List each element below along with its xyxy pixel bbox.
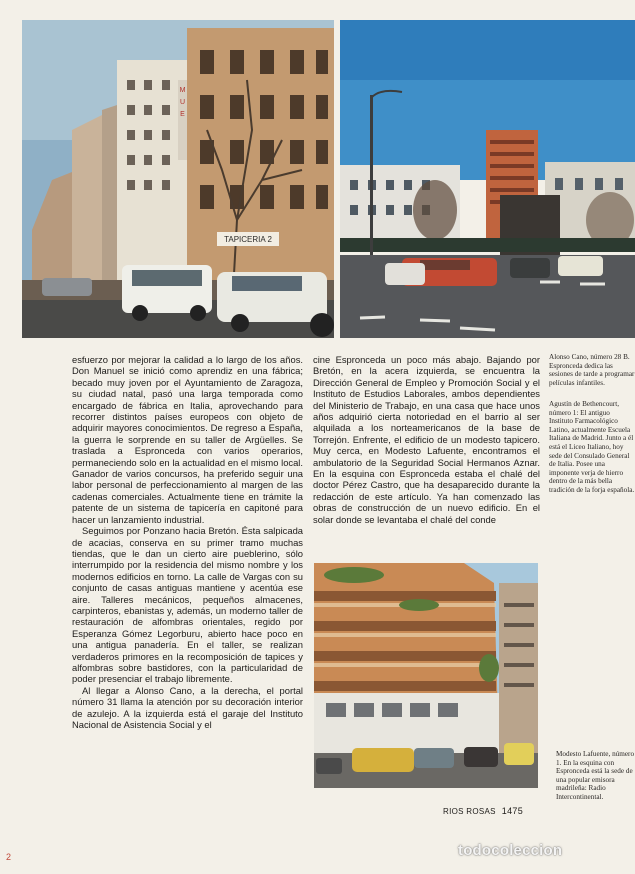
vertical-sign-u: U <box>179 99 186 106</box>
paragraph: cine Espronceda un poco más abajo. Bajando por Bretón, en la acera izquierda, se encuentra la Dirección General de Empleo y Promoción Social y el Instituto de Estudios Laborales, ambos dependientes del Ministerio de Trabajo, en una casa que hace unos años adquirió cierta notoriedad en el barrio al ser alquilada a los norteamericanos de la base de Torrejón. Enfrente, el edificio de un modesto tapicero. Muy cerca, en Modesto Lafuente, encontramos el ambulatorio de la Seguridad Social Hermanos Aznar. En la esquina con Espronceda estaba el chalé del doctor Pérez Castro, que ha desaparecido durante la redacción de este artículo. Ya han comenzado las obras de construcción de un nuevo edificio. En el solar donde se levantaba el chalé del conde <box>313 354 540 525</box>
section-title: RIOS ROSAS <box>443 807 496 816</box>
photo-caption-alonso-cano: Alonso Cano, número 28 B. Espronceda dedica las sesiones de tarde a programar películas infantiles. <box>549 353 635 387</box>
paragraph: Al llegar a Alonso Cano, a la derecha, el portal número 31 llama la atención por su decoración interior de azulejo. A la izquierda está el garaje del Instituto Nacional de Asistencia Social y el <box>72 684 303 730</box>
building-photo-modesto-lafuente <box>314 563 538 788</box>
photo-caption-modesto-lafuente: Modesto Lafuente, número 1. En la esquina con Espronceda está la sede de una popular emisora madrileña: Radio Intercontinental. <box>556 750 635 801</box>
street-photo-alonso-cano <box>22 20 334 338</box>
shop-sign-text: TAPICERIA 2 <box>224 235 272 244</box>
watermark: todocoleccion <box>458 842 563 859</box>
photo-caption-bethencourt: Agustín de Bethencourt, número 1: El antiguo Instituto Farmacológico Latino, actualmente Escuela Italiana de Madrid. Junto a él está el Liceo Italiano, hoy sede del Consulado General de Italia. Posee una imponente verja de hierro dentro de la más bella tradición de la forja española. <box>549 400 635 494</box>
binding-mark: 2 <box>6 852 12 862</box>
street-photo-bethencourt <box>340 20 635 338</box>
page-footer <box>443 806 523 816</box>
article-column-middle <box>313 354 540 525</box>
article-column-left <box>72 354 303 730</box>
paragraph: esfuerzo por mejorar la calidad a lo largo de los años. Don Manuel se inició como aprendiz en una fábrica; becado muy joven por el Ayuntamiento de Zaragoza, su ciudad natal, pasó una larga temporada como encargado de fábrica en Italia, aprovechando para recorrer distintos países europeos con objeto de adquirir mayores conocimientos. De regreso a España, la guerra le sorprende en su taller de Argüelles. Se traslada a Espronceda con varios operarios, permaneciendo solo en la actualidad en el mismo local. Ganador de varios concursos, ha preferido seguir una labor personal de perfeccionamiento al margen de las cadenas comerciales. Actualmente tiene en trámite la patente de un sistema de tapicería en capitoné para hacer un lanzamiento industrial. <box>72 354 303 525</box>
paragraph: Seguimos por Ponzano hacia Bretón. Ésta salpicada de acacias, conserva en su primer tramo muchas tiendas, que le dan un cierto aire pueblerino, sólo interrumpido por la residencia del mismo nombre y los modernos edificios en torno. La calle de Vargas con su conjunto de casas antiguas mantiene y acentúa ese aire. Talleres mecánicos, pequeños almacenes, carpinteros, ebanistas y, además, un moderno taller de restauración de alfombras orientales, regido por Esperanza Gómez Legorburu, abierto hace poco en una antigua panadería. En el taller, se realizan verdaderos primores en la recomposición de tapices y alfombras sobre bastidores, con la particularidad de poder presenciar el trabajo libremente. <box>72 525 303 685</box>
vertical-sign-e: E <box>180 111 185 118</box>
vertical-sign-m: M <box>179 87 186 94</box>
page-number: 1475 <box>501 806 524 816</box>
